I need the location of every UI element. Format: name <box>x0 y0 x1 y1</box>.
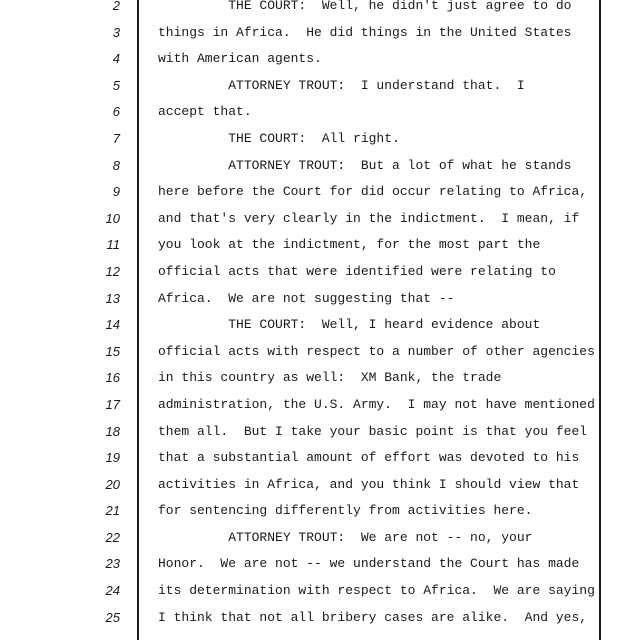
line-number: 5 <box>112 77 120 93</box>
transcript-line <box>0 127 640 154</box>
line-number: 20 <box>105 476 120 492</box>
transcript-line <box>0 579 640 606</box>
line-number: 19 <box>105 450 120 466</box>
line-number: 3 <box>112 24 120 40</box>
line-text: here before the Court for did occur relating to Africa, <box>158 184 588 200</box>
line-text: and that's very clearly in the indictment. I mean, if <box>158 210 580 226</box>
line-text: administration, the U.S. Army. I may not have mentioned <box>158 396 595 412</box>
transcript-line <box>0 499 640 526</box>
transcript-line <box>0 526 640 553</box>
line-number: 17 <box>105 396 120 412</box>
line-text: you look at the indictment, for the most part the <box>158 237 541 253</box>
transcript-line <box>0 366 640 393</box>
line-text: Honor. We are not -- we understand the Court has made <box>158 556 580 572</box>
line-number: 13 <box>105 290 120 306</box>
line-number: 25 <box>105 609 120 625</box>
line-text: Africa. We are not suggesting that -- <box>158 290 455 306</box>
transcript-line <box>0 154 640 181</box>
transcript-line <box>0 260 640 287</box>
transcript-line <box>0 393 640 420</box>
transcript-line <box>0 100 640 127</box>
line-text: in this country as well: XM Bank, the trade <box>158 370 502 386</box>
transcript-line <box>0 473 640 500</box>
line-number: 9 <box>112 184 120 200</box>
line-number: 22 <box>105 529 120 545</box>
transcript-line <box>0 313 640 340</box>
line-number: 16 <box>105 370 120 386</box>
line-text: its determination with respect to Africa. We are saying <box>158 583 595 599</box>
transcript-line <box>0 74 640 101</box>
line-number: 2 <box>112 0 120 13</box>
line-number: 10 <box>105 210 120 226</box>
line-number: 6 <box>112 104 120 120</box>
line-number: 15 <box>105 343 120 359</box>
line-number: 21 <box>105 503 120 519</box>
line-text: official acts with respect to a number of other agencies <box>158 343 595 359</box>
transcript-line <box>0 21 640 48</box>
line-number: 14 <box>105 317 120 333</box>
transcript-line <box>0 420 640 447</box>
line-text: things in Africa. He did things in the United States <box>158 24 572 40</box>
line-text: them all. But I take your basic point is that you feel <box>158 423 588 439</box>
transcript-line <box>0 340 640 367</box>
line-number: 18 <box>105 423 120 439</box>
transcript-line <box>0 552 640 579</box>
line-text: THE COURT: All right. <box>158 130 400 146</box>
transcript-line <box>0 47 640 74</box>
line-text: activities in Africa, and you think I should view that <box>158 476 580 492</box>
line-number: 12 <box>105 263 120 279</box>
line-text: ATTORNEY TROUT: I understand that. I <box>158 77 525 93</box>
line-number: 11 <box>106 237 120 253</box>
line-text: that a substantial amount of effort was devoted to his <box>158 450 580 466</box>
line-text: THE COURT: Well, he didn't just agree to do <box>158 0 572 13</box>
line-number: 4 <box>112 51 120 67</box>
transcript-line <box>0 446 640 473</box>
line-number: 23 <box>105 556 120 572</box>
line-number: 7 <box>112 130 120 146</box>
transcript-line <box>0 606 640 633</box>
line-text: I think that not all bribery cases are alike. And yes, <box>158 609 588 625</box>
transcript-line <box>0 0 640 21</box>
line-text: official acts that were identified were relating to <box>158 263 556 279</box>
line-text: accept that. <box>158 104 252 120</box>
transcript-line <box>0 180 640 207</box>
line-text: for sentencing differently from activities here. <box>158 503 533 519</box>
transcript-line <box>0 287 640 314</box>
line-text: ATTORNEY TROUT: But a lot of what he stands <box>158 157 572 173</box>
line-number: 8 <box>112 157 120 173</box>
line-text: with American agents. <box>158 51 322 67</box>
line-text: THE COURT: Well, I heard evidence about <box>158 317 541 333</box>
line-text: ATTORNEY TROUT: We are not -- no, your <box>158 529 533 545</box>
transcript-line <box>0 207 640 234</box>
line-number: 24 <box>105 583 120 599</box>
transcript-line <box>0 233 640 260</box>
